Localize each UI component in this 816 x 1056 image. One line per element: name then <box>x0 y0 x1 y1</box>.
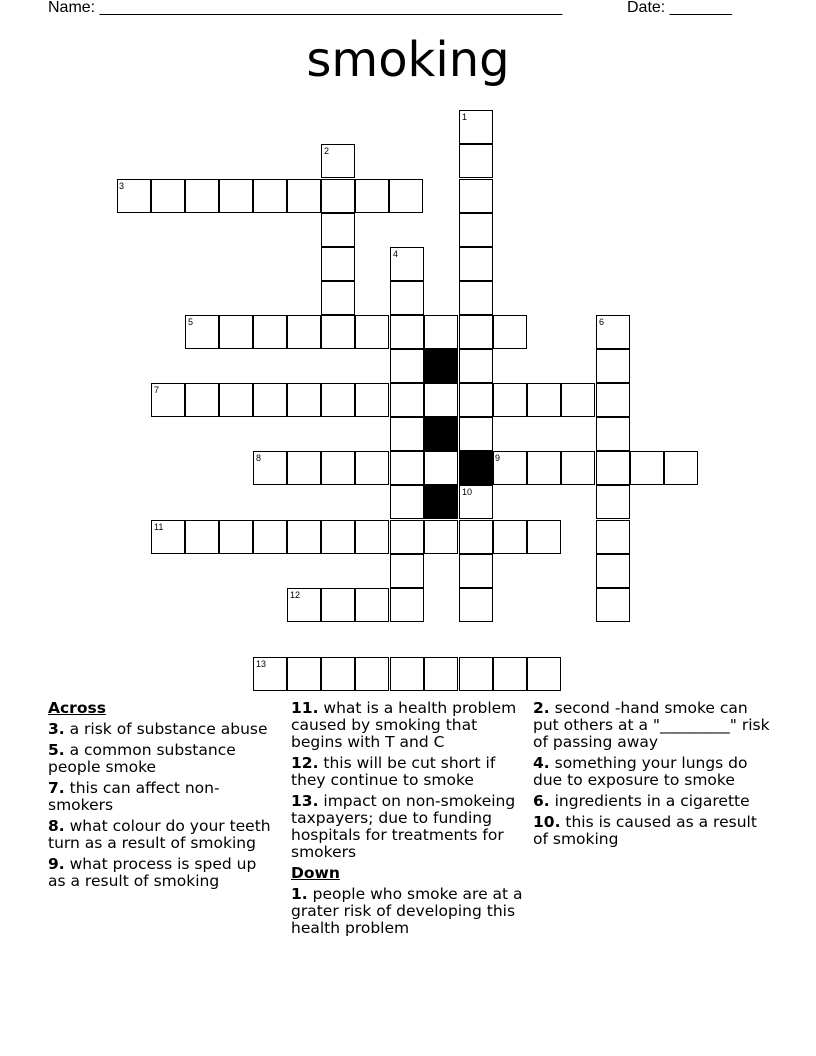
crossword-cell[interactable] <box>185 520 219 554</box>
cell-number: 9 <box>495 453 501 463</box>
crossword-cell[interactable] <box>321 520 355 554</box>
clue-down-4: 4. something your lungs do due to exposure to smoke <box>533 754 748 789</box>
crossword-cell[interactable] <box>355 383 389 417</box>
cell-number: 3 <box>119 181 125 191</box>
crossword-cell[interactable] <box>321 657 355 691</box>
crossword-cell[interactable] <box>321 213 355 247</box>
crossword-cell[interactable] <box>630 451 664 485</box>
crossword-cell[interactable] <box>390 485 424 519</box>
cell-number: 7 <box>154 385 160 395</box>
crossword-cell[interactable] <box>287 520 321 554</box>
crossword-cell[interactable] <box>253 315 287 349</box>
crossword-cell[interactable] <box>390 588 424 622</box>
crossword-cell[interactable] <box>459 554 493 588</box>
crossword-cell[interactable] <box>459 349 493 383</box>
crossword-cell[interactable] <box>527 657 561 691</box>
crossword-cell[interactable] <box>596 349 630 383</box>
cell-number: 13 <box>256 659 267 669</box>
crossword-cell[interactable] <box>493 520 527 554</box>
crossword-cell[interactable] <box>253 520 287 554</box>
crossword-cell[interactable] <box>390 315 424 349</box>
clue-down-2: 2. second -hand smoke can put others at a "_________" risk of passing away <box>533 699 770 751</box>
crossword-cell[interactable] <box>355 657 389 691</box>
crossword-cell[interactable] <box>219 383 253 417</box>
crossword-cell[interactable] <box>459 144 493 178</box>
crossword-cell[interactable] <box>527 383 561 417</box>
cell-number: 10 <box>462 487 473 497</box>
crossword-cell-blocked <box>424 417 458 451</box>
crossword-cell[interactable] <box>424 451 458 485</box>
clue-across-3: 3. a risk of substance abuse <box>48 720 268 738</box>
crossword-cell[interactable] <box>321 315 355 349</box>
crossword-cell[interactable] <box>185 179 219 213</box>
crossword-cell[interactable] <box>287 451 321 485</box>
crossword-cell[interactable] <box>459 417 493 451</box>
crossword-cell[interactable] <box>596 554 630 588</box>
name-field-label: Name: ____________________________________________________ <box>48 0 563 16</box>
cell-number: 8 <box>256 453 262 463</box>
crossword-cell[interactable] <box>389 179 423 213</box>
page-title: smoking <box>306 32 510 88</box>
clues-column-2 <box>291 700 527 941</box>
crossword-cell-blocked <box>424 485 458 519</box>
crossword-cell[interactable] <box>459 588 493 622</box>
crossword-cell[interactable] <box>459 281 493 315</box>
crossword-cell[interactable] <box>493 657 527 691</box>
clue-down-1: 1. people who smoke are at a grater risk of developing this health problem <box>291 885 523 937</box>
crossword-cell[interactable] <box>321 247 355 281</box>
clue-across-12: 12. this will be cut short if they continue to smoke <box>291 754 496 789</box>
cell-number: 12 <box>290 590 301 600</box>
crossword-cell[interactable] <box>390 451 424 485</box>
crossword-cell[interactable] <box>664 451 698 485</box>
crossword-cell-blocked <box>459 451 493 485</box>
crossword-cell[interactable] <box>459 179 493 213</box>
crossword-cell[interactable] <box>561 451 595 485</box>
crossword-cell[interactable] <box>321 281 355 315</box>
crossword-cell[interactable] <box>596 417 630 451</box>
crossword-cell[interactable] <box>219 520 253 554</box>
crossword-cell[interactable] <box>459 247 493 281</box>
crossword-cell[interactable] <box>493 383 527 417</box>
crossword-cell[interactable] <box>424 520 458 554</box>
crossword-cell[interactable] <box>321 383 355 417</box>
clue-across-9: 9. what process is sped up as a result of smoking <box>48 855 257 890</box>
crossword-cell[interactable] <box>355 179 389 213</box>
crossword-cell[interactable] <box>596 485 630 519</box>
crossword-cell[interactable] <box>424 383 458 417</box>
clue-across-11: 11. what is a health problem caused by smoking that begins with T and C <box>291 699 517 751</box>
crossword-cell[interactable] <box>459 213 493 247</box>
crossword-cell[interactable] <box>424 315 458 349</box>
crossword-cell[interactable] <box>287 179 321 213</box>
clue-across-5: 5. a common substance people smoke <box>48 741 236 776</box>
crossword-cell[interactable] <box>390 349 424 383</box>
crossword-cell[interactable] <box>287 315 321 349</box>
clue-down-10: 10. this is caused as a result of smoking <box>533 813 757 848</box>
crossword-cell[interactable] <box>596 520 630 554</box>
crossword-cell[interactable] <box>459 315 493 349</box>
crossword-cell[interactable] <box>596 383 630 417</box>
crossword-cell[interactable] <box>355 588 389 622</box>
clue-across-7: 7. this can affect non-smokers <box>48 779 220 814</box>
clue-down-6: 6. ingredients in a cigarette <box>533 792 750 810</box>
crossword-cell[interactable] <box>459 520 493 554</box>
crossword-cell[interactable] <box>390 657 424 691</box>
clue-across-13: 13. impact on non-smokeing taxpayers; due to funding hospitals for treatments for smokers <box>291 792 516 861</box>
crossword-cell[interactable] <box>321 588 355 622</box>
crossword-cell[interactable] <box>355 520 389 554</box>
cell-number: 5 <box>188 317 194 327</box>
crossword-cell[interactable] <box>527 451 561 485</box>
crossword-cell[interactable] <box>390 554 424 588</box>
crossword-cell[interactable] <box>355 315 389 349</box>
date-field-label: Date: _______ <box>627 0 732 16</box>
cell-number: 2 <box>324 146 330 156</box>
crossword-cell[interactable] <box>390 417 424 451</box>
crossword-cell[interactable] <box>424 657 458 691</box>
crossword-cell[interactable] <box>253 179 287 213</box>
clues-column-3 <box>533 700 773 852</box>
crossword-cell[interactable] <box>185 383 219 417</box>
crossword-cell[interactable] <box>390 281 424 315</box>
crossword-cell[interactable] <box>527 520 561 554</box>
crossword-cell[interactable] <box>390 520 424 554</box>
down-heading: Down <box>291 864 340 882</box>
crossword-cell[interactable] <box>219 179 253 213</box>
crossword-cell[interactable] <box>253 383 287 417</box>
crossword-cell[interactable] <box>596 588 630 622</box>
crossword-cell[interactable] <box>355 451 389 485</box>
crossword-cell[interactable] <box>287 383 321 417</box>
crossword-cell[interactable] <box>596 451 630 485</box>
cell-number: 6 <box>599 317 605 327</box>
crossword-cell[interactable] <box>459 657 493 691</box>
crossword-cell[interactable] <box>321 451 355 485</box>
across-heading: Across <box>48 699 106 717</box>
cell-number: 11 <box>154 522 164 532</box>
crossword-cell[interactable] <box>493 315 527 349</box>
crossword-cell[interactable] <box>561 383 595 417</box>
crossword-cell[interactable] <box>321 179 355 213</box>
clues-column-1 <box>48 700 273 894</box>
crossword-cell[interactable] <box>390 383 424 417</box>
clue-across-8: 8. what colour do your teeth turn as a result of smoking <box>48 817 271 852</box>
crossword-cell[interactable] <box>219 315 253 349</box>
cell-number: 4 <box>393 249 399 259</box>
crossword-cell[interactable] <box>287 657 321 691</box>
crossword-cell-blocked <box>424 349 458 383</box>
crossword-cell[interactable] <box>151 179 185 213</box>
cell-number: 1 <box>462 112 468 122</box>
crossword-cell[interactable] <box>459 383 493 417</box>
